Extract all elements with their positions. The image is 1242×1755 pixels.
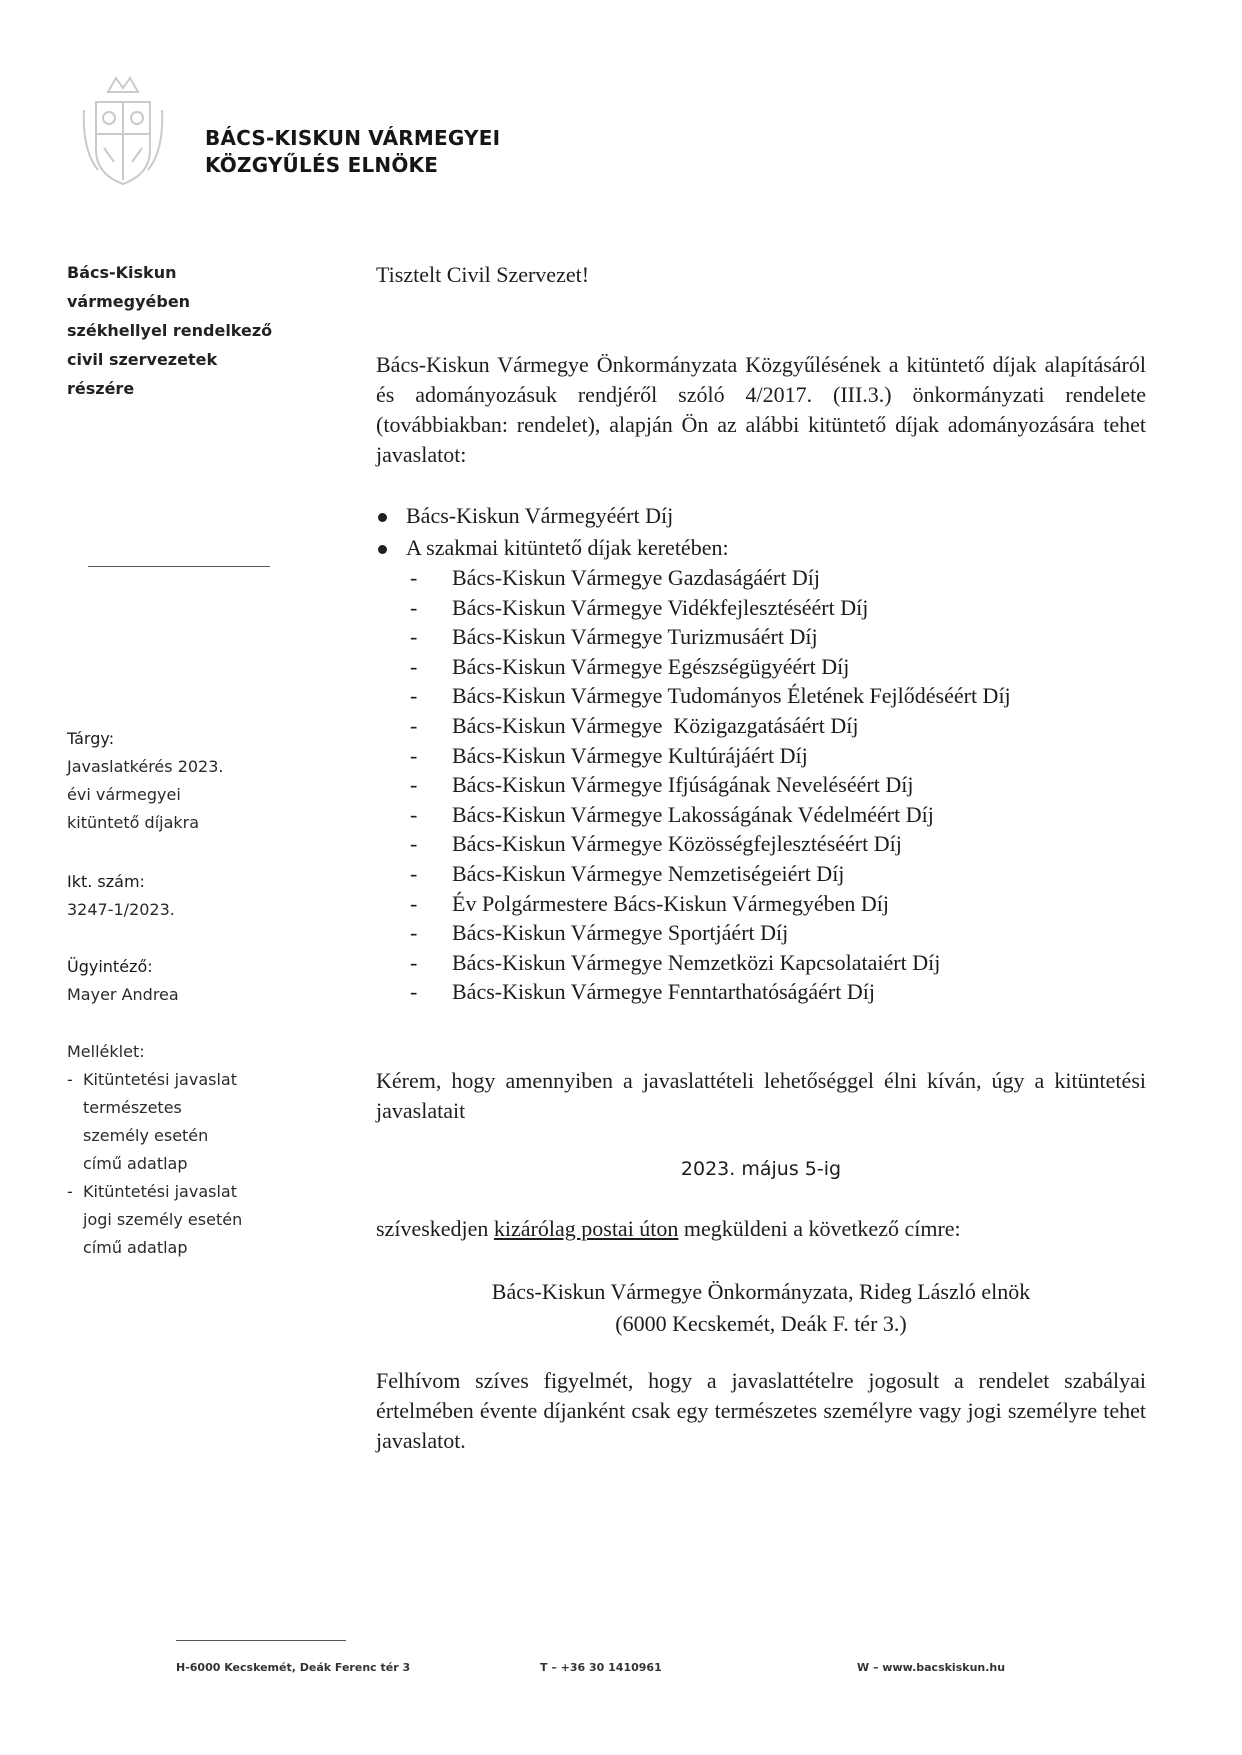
issuer-title	[205, 125, 500, 179]
recipient-line: civil szervezetek	[67, 350, 218, 369]
attachment-line: Kitüntetési javaslat	[83, 1182, 237, 1201]
handler-name: Mayer Andrea	[67, 985, 179, 1004]
attachments-block	[67, 1038, 283, 1262]
issuer-title-line1: BÁCS-KISKUN VÁRMEGYEI	[205, 126, 501, 150]
dash-bullet-icon: -	[410, 979, 418, 1005]
subject-block	[67, 725, 224, 837]
dash-bullet-icon: -	[410, 742, 418, 768]
recipient-block	[67, 258, 272, 403]
handler-label: Ügyintéző:	[67, 957, 153, 976]
dash-bullet-icon: -	[67, 1182, 73, 1201]
delivery-instruction	[376, 1216, 961, 1242]
award-name: Bács-Kiskun Vármegye Egészségügyéért Díj	[452, 653, 850, 679]
dash-bullet-icon: -	[410, 624, 418, 650]
delivery-method: kizárólag postai úton	[493, 1216, 679, 1241]
attachment-item	[67, 1066, 283, 1178]
issuer-title-line2: KÖZGYŰLÉS ELNÖKE	[205, 153, 439, 177]
award-name: Bács-Kiskun Vármegye Nemzetiségeiért Díj	[452, 860, 845, 886]
dash-bullet-icon: -	[410, 890, 418, 916]
bullet-dot-icon	[378, 545, 387, 554]
reference-label: Ikt. szám:	[67, 872, 145, 891]
delivery-text-before: szíveskedjen	[376, 1216, 489, 1241]
award-item	[410, 711, 1011, 741]
intro-paragraph: Bács-Kiskun Vármegye Önkormányzata Közgyűlésének a kitüntető díjak alapításáról és adományozásuk rendjéről szóló 4/2017. (III.3.) önkormányzati rendelete (továbbiakban: rendelet), alapján Ön az alábbi kitüntető díjak adományozására tehet javaslatot:	[376, 352, 1146, 467]
attachment-line: Kitüntetési javaslat	[83, 1070, 237, 1089]
dash-bullet-icon: -	[67, 1070, 73, 1089]
award-name: Bács-Kiskun Vármegye Közigazgatásáért Díj	[452, 712, 859, 738]
attachment-item	[67, 1178, 283, 1262]
bullet-item	[376, 500, 729, 532]
award-name: Év Polgármestere Bács-Kiskun Vármegyében Díj	[452, 890, 890, 916]
award-item	[410, 859, 1011, 889]
subject-line: kitüntető díjakra	[67, 813, 200, 832]
award-name: Bács-Kiskun Vármegye Fenntarthatóságáért Díj	[452, 979, 875, 1005]
subject-label: Tárgy:	[67, 729, 115, 748]
county-coat-of-arms-icon	[78, 70, 168, 190]
handler-block	[67, 953, 179, 1009]
award-item	[410, 948, 1011, 978]
request-paragraph: Kérem, hogy amennyiben a javaslattételi lehetőséggel élni kíván, úgy a kitüntetési javaslatait	[376, 1068, 1146, 1123]
recipient-line: székhellyel rendelkező	[67, 321, 273, 340]
award-name: Bács-Kiskun Vármegye Turizmusáért Díj	[452, 624, 818, 650]
dash-bullet-icon: -	[410, 920, 418, 946]
award-item	[410, 563, 1011, 593]
award-name: Bács-Kiskun Vármegye Sportjáért Díj	[452, 920, 789, 946]
award-item	[410, 741, 1011, 771]
dash-bullet-icon: -	[410, 565, 418, 590]
footer-divider	[176, 1640, 346, 1641]
award-name: Bács-Kiskun Vármegye Ifjúságának Neveléséért Díj	[452, 772, 914, 798]
reference-number: 3247-1/2023.	[67, 900, 175, 919]
dash-bullet-icon: -	[410, 594, 418, 620]
footer-phone: T – +36 30 1410961	[540, 1661, 662, 1674]
award-item	[410, 681, 1011, 711]
deadline-date: 2023. május 5-ig	[680, 1158, 842, 1180]
dash-bullet-icon: -	[410, 860, 418, 886]
delivery-text-after: megküldeni a következő címre:	[683, 1216, 961, 1241]
award-item	[410, 889, 1011, 919]
dash-bullet-icon: -	[410, 772, 418, 798]
attachments-label: Melléklet:	[67, 1042, 145, 1061]
professional-awards-list	[410, 563, 1011, 1007]
subject-line: évi vármegyei	[67, 785, 181, 804]
bullet-text: Bács-Kiskun Vármegyéért Díj	[406, 503, 674, 528]
subject-line: Javaslatkérés 2023.	[67, 757, 224, 776]
attachment-line: című adatlap	[83, 1238, 188, 1257]
dash-bullet-icon: -	[410, 949, 418, 975]
attachment-line: című adatlap	[83, 1154, 188, 1173]
dash-bullet-icon: -	[410, 683, 418, 709]
award-bullet-list	[376, 500, 729, 564]
footer-website: W – www.bacskiskun.hu	[857, 1661, 1006, 1674]
attachment-line: jogi személy esetén	[83, 1210, 243, 1229]
dash-bullet-icon: -	[410, 712, 418, 738]
award-name: Bács-Kiskun Vármegye Tudományos Életének Fejlődéséért Díj	[452, 683, 1011, 709]
award-item	[410, 800, 1011, 830]
footer-address: H-6000 Kecskemét, Deák Ferenc tér 3	[176, 1661, 411, 1674]
reference-block	[67, 868, 175, 924]
recipient-line: részére	[67, 379, 135, 398]
award-name: Bács-Kiskun Vármegye Közösségfejlesztéséért Díj	[452, 831, 902, 857]
mailing-address	[376, 1276, 1146, 1340]
recipient-line: vármegyében	[67, 292, 191, 311]
dash-bullet-icon: -	[410, 831, 418, 857]
bullet-item	[376, 532, 729, 564]
recipient-line: Bács-Kiskun	[67, 263, 177, 282]
attachment-line: természetes	[83, 1098, 182, 1117]
dash-bullet-icon: -	[410, 801, 418, 827]
award-item	[410, 829, 1011, 859]
bullet-text: A szakmai kitüntető díjak keretében:	[406, 535, 729, 560]
attachment-line: személy esetén	[83, 1126, 209, 1145]
award-name: Bács-Kiskun Vármegye Gazdaságáért Díj	[452, 565, 820, 590]
award-item	[410, 977, 1011, 1007]
greeting: Tisztelt Civil Szervezet!	[376, 262, 590, 287]
award-item	[410, 770, 1011, 800]
dash-bullet-icon: -	[410, 653, 418, 679]
address-line2: (6000 Kecskemét, Deák F. tér 3.)	[615, 1311, 907, 1336]
divider	[88, 566, 270, 567]
award-name: Bács-Kiskun Vármegye Vidékfejlesztéséért Díj	[452, 594, 869, 620]
award-name: Bács-Kiskun Vármegye Lakosságának Védelméért Díj	[452, 801, 934, 827]
award-item	[410, 652, 1011, 682]
closing-paragraph: Felhívom szíves figyelmét, hogy a javaslattételre jogosult a rendelet szabályai értelmében évente díjanként csak egy természetes személyre vagy jogi személyre tehet javaslatot.	[376, 1368, 1146, 1453]
award-name: Bács-Kiskun Vármegye Kultúrájáért Díj	[452, 742, 808, 768]
award-name: Bács-Kiskun Vármegye Nemzetközi Kapcsolataiért Díj	[452, 949, 941, 975]
award-item	[410, 593, 1011, 623]
award-item	[410, 918, 1011, 948]
address-line1: Bács-Kiskun Vármegye Önkormányzata, Rideg László elnök	[491, 1279, 1031, 1304]
award-item	[410, 622, 1011, 652]
bullet-dot-icon	[378, 513, 387, 522]
